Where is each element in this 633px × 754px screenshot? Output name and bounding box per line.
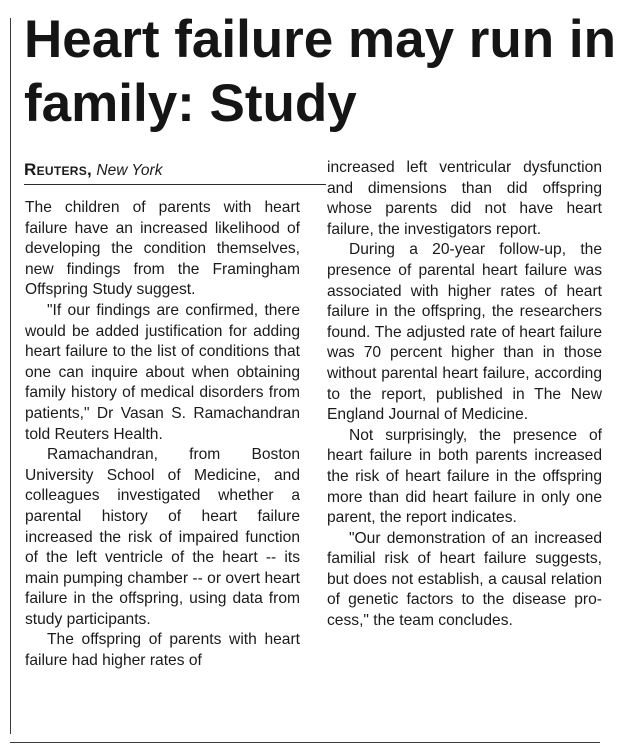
paragraph: During a 20-year follow-up, the presence of parental heart failure was associated with higher rates of heart failure in the offspring, the researchers found. The adjusted rate of heart failure was 70 percent higher than in those without parental heart failure, according to the report, published in The New England Journal of Medicine. [327, 241, 602, 424]
paragraph: "If our findings are confirmed, there would be added justification for adding heart failure to the list of conditions that one can inquire about when obtaining family history of medical disorders from patients," Dr Vasan S. Ramachandran told Reuters Health. [25, 301, 300, 443]
dateline [24, 160, 326, 181]
clipping-left-border [10, 18, 11, 734]
paragraph: "Our demonstration of an increased familial risk of heart failure suggests, but does not establish, a causal relation of genetic factors to the disease process," the team concludes. [327, 529, 602, 630]
paragraph: Ramachandran, from Boston University School of Medicine, and colleagues investigated whether a parental history of heart failure increased the risk of impaired function of the left ventricle of the heart -- its main pumping chamber -- or overt heart failure in the offspring, using data from study participants. [25, 446, 300, 628]
paragraph: The children of parents with heart failure have an increased likelihood of developing the condition themselves, new findings from the Framingham Offspring Study suggest. [25, 199, 300, 299]
dateline-agency: Reuters, [24, 160, 93, 179]
dateline-rule [24, 184, 326, 185]
clipping-bottom-border [10, 742, 600, 743]
article-column-1 [25, 198, 300, 672]
paragraph: Not surprisingly, the presence of heart failure in both parents increased the risk of heart failure in the offspring more than did heart failure in only one parent, the report indicates. [327, 426, 602, 527]
paragraph: increased left ventricular dysfunction and dimensions than did offspring whose parents did not have heart failure, the investigators report. [327, 159, 602, 238]
paragraph: The offspring of parents with heart failure had higher rates of [25, 631, 300, 670]
article-column-2 [327, 158, 602, 632]
headline: Heart failure may run in family: Study [24, 10, 617, 133]
dateline-location: New York [96, 162, 163, 179]
